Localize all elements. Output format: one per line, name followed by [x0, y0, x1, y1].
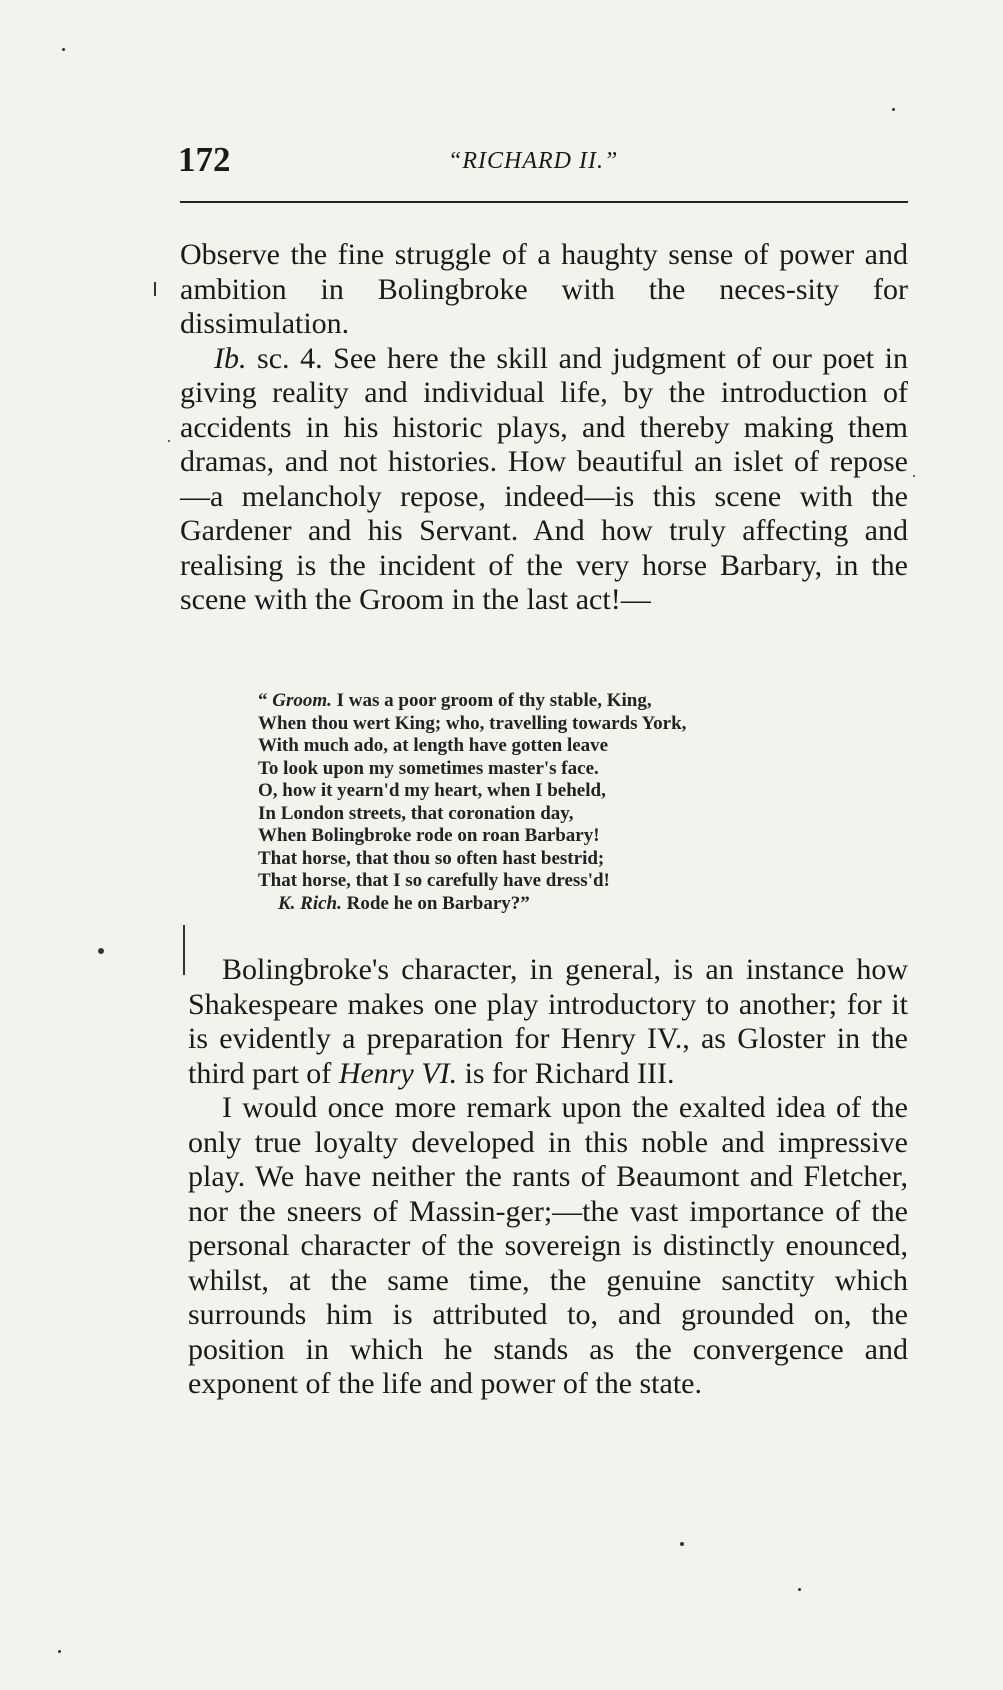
page-number: 172	[178, 140, 231, 179]
ib-label: Ib.	[214, 341, 247, 375]
quote-line: When Bolingbroke rode on roan Barbary!	[258, 825, 600, 846]
paragraph-ib-sc4	[180, 342, 908, 618]
paragraph-bolingbroke-text: Bolingbroke's character, in general, is an instance how Shakespeare makes one play introductory to another; for it is evidently a preparation for Henry IV., as Gloster in the third part of	[188, 953, 908, 1090]
speck	[680, 1542, 684, 1546]
text-block-top	[180, 238, 908, 618]
quote-line: To look upon my sometimes master's face.	[258, 757, 599, 779]
quote-line-text: I was a poor groom of thy stable, King,	[331, 690, 652, 711]
text-block-bottom	[188, 953, 908, 1402]
quote-line: That horse, that thou so often hast bestrid;	[258, 847, 605, 869]
paragraph-loyalty: I would once more remark upon the exalted idea of the only true loyalty developed in this noble and impressive play. We have neither the rants of Beaumont and Fletcher, nor the sneers of Massin-ger;—the vast importance of the personal character of the sovereign is distinctly enounced, whilst, at the same time, the genuine sanctity which surrounds him is attributed to, and grounded on, the position in which he stands as the convergence and exponent of the life and power of the state.	[188, 1091, 908, 1400]
paragraph-ib-text: sc. 4. See here the skill and judgment of our poet in giving reality and individual life, by the introduction of accidents in his historic plays, and thereby making them dramas, and not histories. How beautiful an islet of repose—a melancholy repose, indeed—is this scene with the Gardener and his Servant. And how truly affecting and realising is the incident of the very horse Barbary, in the scene with the Groom in the last act!—	[180, 341, 908, 616]
margin-mark	[154, 282, 156, 296]
speck	[913, 475, 915, 477]
quote-line: “ Groom. I was a poor groom of thy stable, King,	[258, 690, 652, 711]
speck	[58, 1650, 61, 1653]
speaker-k-rich: K. Rich.	[278, 892, 342, 914]
groom-quotation	[258, 690, 818, 915]
speck	[168, 440, 170, 442]
quote-line	[258, 893, 818, 916]
speck	[98, 948, 104, 954]
quote-line: When thou wert King; who, travelling towards York,	[258, 712, 687, 734]
margin-mark	[183, 925, 185, 975]
quote-line: O, how it yearn'd my heart, when I beheld,	[258, 780, 606, 801]
page-header	[178, 140, 908, 180]
paragraph-bolingbroke	[188, 953, 908, 1091]
paragraph-bolingbroke-end: is for Richard III.	[457, 1056, 675, 1090]
quote-line-text: Rode he on Barbary?”	[341, 892, 530, 914]
running-title: “RICHARD II.”	[448, 148, 619, 174]
quote-line: With much ado, at length have gotten leave	[258, 735, 609, 756]
speck	[892, 108, 895, 111]
speck	[62, 48, 65, 51]
quote-line: That horse, that I so carefully have dress'd!	[258, 870, 610, 891]
header-rule	[180, 201, 908, 203]
paragraph-observe: Observe the fine struggle of a haughty sense of power and ambition in Bolingbroke with the neces-sity for dissimulation.	[180, 238, 908, 340]
speaker-groom: Groom.	[272, 690, 332, 711]
quote-line: In London streets, that coronation day,	[258, 802, 574, 824]
play-title: Henry VI.	[338, 1056, 458, 1090]
speck	[798, 1588, 801, 1591]
